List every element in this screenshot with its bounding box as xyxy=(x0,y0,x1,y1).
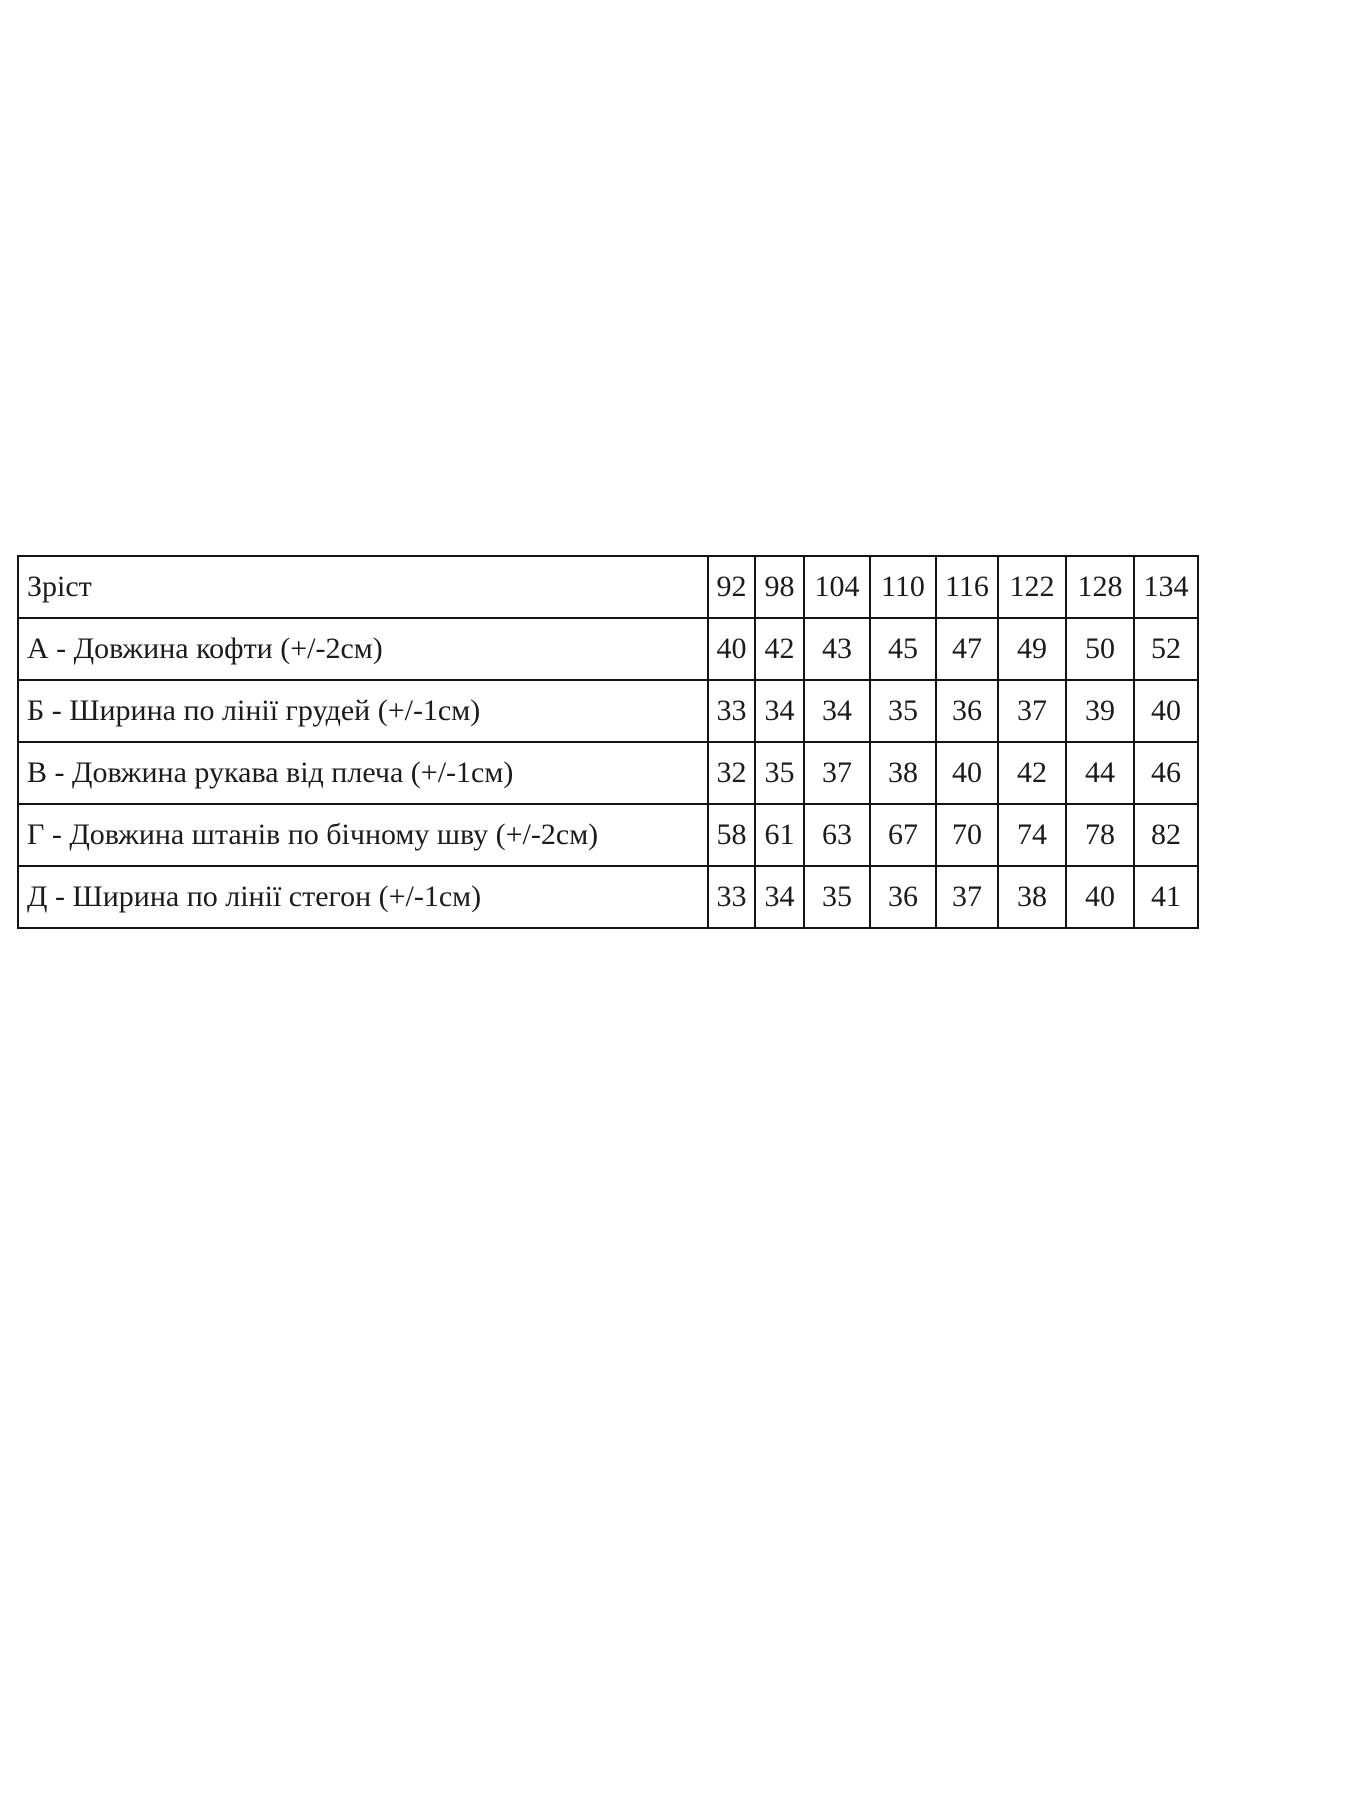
cell-g-128: 78 xyxy=(1066,804,1134,866)
cell-g-134: 82 xyxy=(1134,804,1198,866)
cell-b-134: 40 xyxy=(1134,680,1198,742)
cell-a-98: 42 xyxy=(755,618,804,680)
table-row xyxy=(18,866,1198,928)
cell-g-92: 58 xyxy=(708,804,755,866)
header-size-110: 110 xyxy=(870,556,936,618)
cell-d-122: 38 xyxy=(998,866,1066,928)
cell-d-134: 41 xyxy=(1134,866,1198,928)
header-size-98: 98 xyxy=(755,556,804,618)
header-size-104: 104 xyxy=(804,556,870,618)
cell-a-104: 43 xyxy=(804,618,870,680)
cell-b-116: 36 xyxy=(936,680,998,742)
cell-d-116: 37 xyxy=(936,866,998,928)
cell-g-98: 61 xyxy=(755,804,804,866)
row-label-a: А - Довжина кофти (+/-2см) xyxy=(18,618,708,680)
row-label-g: Г - Довжина штанів по бічному шву (+/-2см) xyxy=(18,804,708,866)
header-height-label: Зріст xyxy=(18,556,708,618)
cell-d-104: 35 xyxy=(804,866,870,928)
cell-a-134: 52 xyxy=(1134,618,1198,680)
row-label-b: Б - Ширина по лінії грудей (+/-1см) xyxy=(18,680,708,742)
cell-a-110: 45 xyxy=(870,618,936,680)
cell-g-116: 70 xyxy=(936,804,998,866)
header-size-134: 134 xyxy=(1134,556,1198,618)
cell-g-122: 74 xyxy=(998,804,1066,866)
cell-d-92: 33 xyxy=(708,866,755,928)
header-size-122: 122 xyxy=(998,556,1066,618)
cell-b-128: 39 xyxy=(1066,680,1134,742)
cell-b-104: 34 xyxy=(804,680,870,742)
cell-v-92: 32 xyxy=(708,742,755,804)
cell-a-128: 50 xyxy=(1066,618,1134,680)
cell-v-110: 38 xyxy=(870,742,936,804)
cell-a-92: 40 xyxy=(708,618,755,680)
header-size-116: 116 xyxy=(936,556,998,618)
cell-b-122: 37 xyxy=(998,680,1066,742)
header-size-128: 128 xyxy=(1066,556,1134,618)
cell-b-92: 33 xyxy=(708,680,755,742)
cell-d-128: 40 xyxy=(1066,866,1134,928)
cell-d-98: 34 xyxy=(755,866,804,928)
table-row xyxy=(18,742,1198,804)
cell-v-104: 37 xyxy=(804,742,870,804)
row-label-v: В - Довжина рукава від плеча (+/-1см) xyxy=(18,742,708,804)
size-chart-container xyxy=(17,555,1189,929)
cell-v-122: 42 xyxy=(998,742,1066,804)
header-size-92: 92 xyxy=(708,556,755,618)
cell-g-110: 67 xyxy=(870,804,936,866)
cell-a-122: 49 xyxy=(998,618,1066,680)
cell-d-110: 36 xyxy=(870,866,936,928)
cell-v-116: 40 xyxy=(936,742,998,804)
cell-b-98: 34 xyxy=(755,680,804,742)
size-chart-table xyxy=(17,555,1199,929)
cell-v-98: 35 xyxy=(755,742,804,804)
cell-v-134: 46 xyxy=(1134,742,1198,804)
table-row xyxy=(18,618,1198,680)
table-row xyxy=(18,680,1198,742)
cell-g-104: 63 xyxy=(804,804,870,866)
table-header-row xyxy=(18,556,1198,618)
table-row xyxy=(18,804,1198,866)
row-label-d: Д - Ширина по лінії стегон (+/-1см) xyxy=(18,866,708,928)
cell-b-110: 35 xyxy=(870,680,936,742)
cell-a-116: 47 xyxy=(936,618,998,680)
cell-v-128: 44 xyxy=(1066,742,1134,804)
